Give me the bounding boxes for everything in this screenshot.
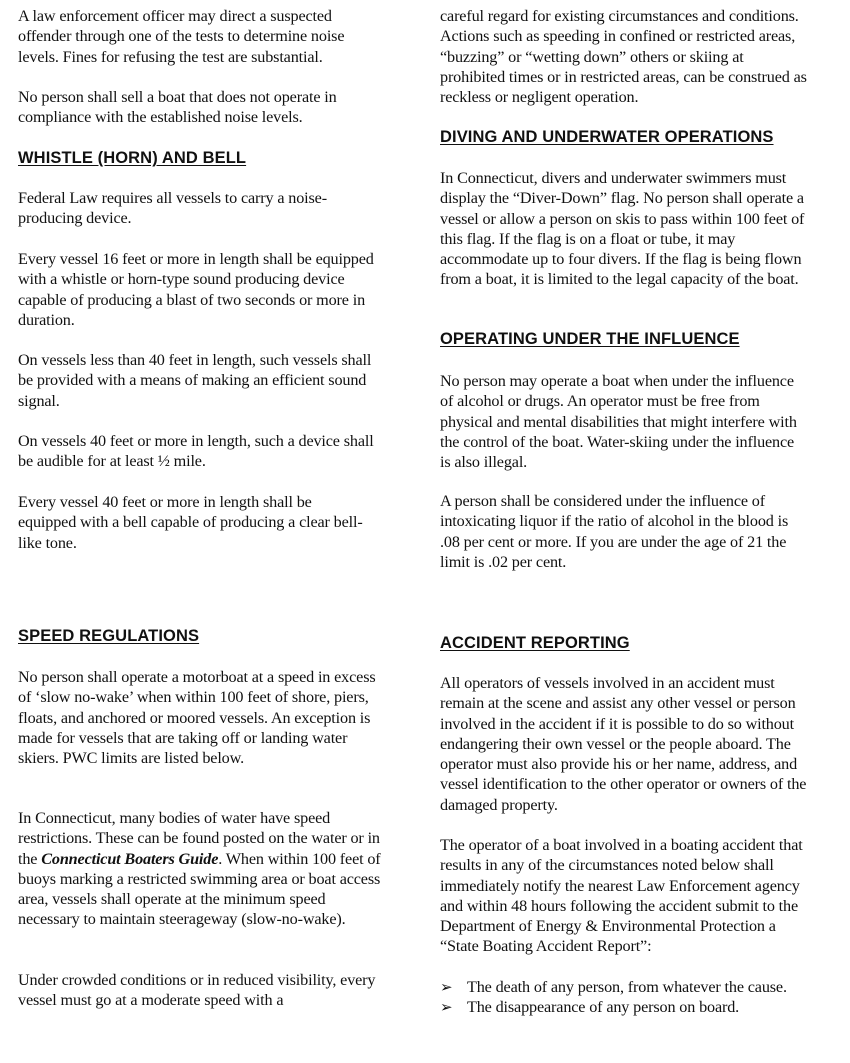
list-item-text: The disappearance of any person on board. xyxy=(467,998,740,1017)
ct-text-end: . When within 100 feet of buoys marking a restricted swimming area or boat access area, vessels shall operate at the minimum speed necessary to maintain steerageway (slow-no-wake). xyxy=(18,849,381,929)
ct-text-start: In Connecticut, many bodies of water have speed restrictions. These can be found posted on the water or in the xyxy=(18,809,380,868)
paragraph-notify-law-enforcement: The operator of a boat involved in a boating accident that results in any of the circumstances noted below shall immediately notify the nearest Law Enforcement agency and within 48 hours following the accident submit to the Department of Energy & Environmental Protection a “State Boating Accident Report”: xyxy=(440,836,803,956)
list-item xyxy=(440,977,790,997)
paragraph-connecticut-speed xyxy=(18,808,386,930)
paragraph-less-40-feet: On vessels less than 40 feet in length, such vessels shall be provided with a means of making an efficient sound signal. xyxy=(18,351,372,410)
paragraph-40-feet-audible: On vessels 40 feet or more in length, such a device shall be audible for at least ½ mile. xyxy=(18,432,374,471)
heading-diving-underwater: DIVING AND UNDERWATER OPERATIONS xyxy=(440,128,774,146)
paragraph-crowded-conditions: Under crowded conditions or in reduced visibility, every vessel must go at a moderate speed with a xyxy=(18,971,376,1010)
paragraph-accident-scene: All operators of vessels involved in an accident must remain at the scene and assist any other vessel or person involved in the accident if it is possible to do so without endangering their own vessel or the people aboard. The operator must also provide his or her name, address, and vessel identification to the other operator or owners of the damaged property. xyxy=(440,674,807,814)
paragraph-federal-law: Federal Law requires all vessels to carry a noise-producing device. xyxy=(18,189,327,228)
heading-whistle-horn-bell: WHISTLE (HORN) AND BELL xyxy=(18,149,247,167)
boaters-guide-title: Connecticut Boaters Guide xyxy=(41,849,219,868)
heading-accident-reporting: ACCIDENT REPORTING xyxy=(440,634,630,652)
paragraph-diver-down-flag: In Connecticut, divers and underwater swimmers must display the “Diver-Down” flag. No person shall operate a vessel or allow a person on skis to pass within 100 feet of this flag. If the flag is on a float or tube, it may accommodate up to four divers. If the flag is being flown from a boat, it is limited to the legal capacity of the boat. xyxy=(440,169,805,289)
heading-speed-regulations: SPEED REGULATIONS xyxy=(18,627,200,645)
paragraph-slow-no-wake: No person shall operate a motorboat at a speed in excess of ‘slow no-wake’ when within 100 feet of shore, piers, floats, and anchored or moored vessels. An exception is made for vessels that are taking off or landing water skiers. PWC limits are listed below. xyxy=(18,668,376,768)
paragraph-noise-sell: No person shall sell a boat that does not operate in compliance with the established noise levels. xyxy=(18,88,337,127)
heading-operating-under-influence: OPERATING UNDER THE INFLUENCE xyxy=(440,330,740,348)
paragraph-bell: Every vessel 40 feet or more in length shall be equipped with a bell capable of producing a clear bell-like tone. xyxy=(18,493,363,552)
list-item-text: The death of any person, from whatever the cause. xyxy=(467,978,787,996)
paragraph-noise-test: A law enforcement officer may direct a suspected offender through one of the tests to determine noise levels. Fines for refusing the test are substantial. xyxy=(18,7,345,66)
arrow-bullet-icon: ➢ xyxy=(440,978,453,996)
paragraph-16-feet: Every vessel 16 feet or more in length shall be equipped with a whistle or horn-type sound producing device capable of producing a blast of two seconds or more in duration. xyxy=(18,250,374,329)
paragraph-influence: No person may operate a boat when under the influence of alcohol or drugs. An operator must be free from physical and mental disabilities that might interfere with the control of the boat. Water-skiing under the influence is also illegal. xyxy=(440,372,797,472)
paragraph-careful-regard: careful regard for existing circumstances and conditions. Actions such as speeding in confined or restricted areas, “buzzing” or “wetting down” others or skiing at prohibited times or in restricted areas, can be construed as reckless or negligent operation. xyxy=(440,7,807,107)
arrow-bullet-icon: ➢ xyxy=(440,998,453,1017)
accident-circumstance-list xyxy=(440,977,790,1018)
paragraph-liquor-ratio: A person shall be considered under the influence of intoxicating liquor if the ratio of alcohol in the blood is .08 per cent or more. If you are under the age of 21 the limit is .02 per cent. xyxy=(440,492,789,571)
list-item xyxy=(440,997,790,1017)
